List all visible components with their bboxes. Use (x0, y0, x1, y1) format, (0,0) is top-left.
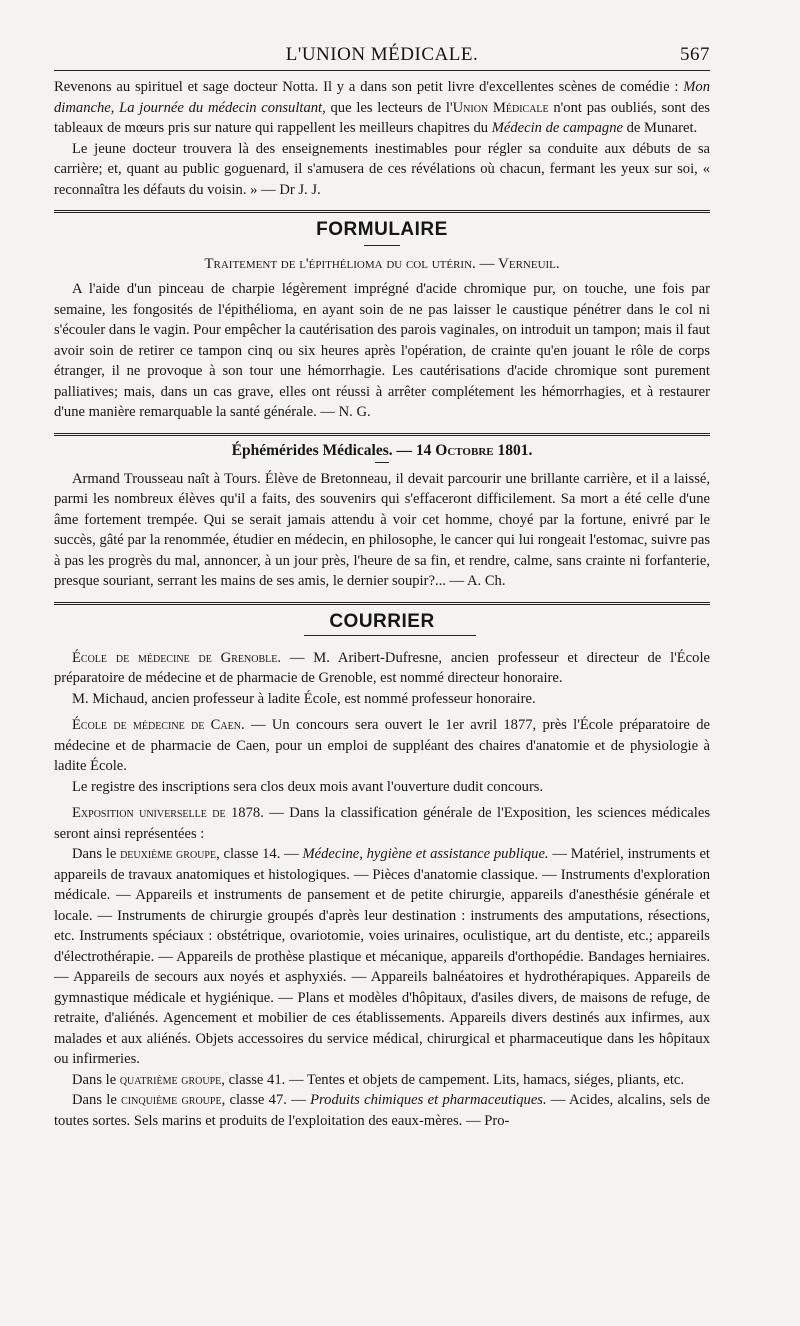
header-rule (54, 70, 710, 71)
section-divider (54, 602, 710, 605)
courrier-heading: COURRIER (329, 610, 435, 632)
section-divider (54, 433, 710, 436)
review-paragraph-1: Revenons au spirituel et sage docteur Notta. Il y a dans son petit livre d'excellentes scènes de comédie : Mon dimanche, La journée du médecin consultant, que les lecteurs de l'Union Médicale n'ont pas oubliés, sont des tableaux de mœurs pris sur nature qui rappellent les meilleurs chapitres du Médecin de campagne de Munaret. (54, 79, 710, 136)
formulaire-body: A l'aide d'un pinceau de charpie légèrement imprégné d'acide chromique pur, on touche, une fois par semaine, les fongosités de l'épithélioma, en ayant soin de ne pas laisser le caustique pénétrer dans le col ni s'écouler dans le vagin. Pour empêcher la cautérisation des parois vaginales, on introduit un tampon; mais il faut avoir soin de retirer ce tampon cinq ou six heures après l'opération, de crainte qu'en jouant le rôle de corps étranger, il ne provoque à son tour une hémorrhagie. Les cautérisations d'acide chromique sont purement palliatives; mais, dans un cas grave, elles ont réussi à arrêter complétement les hémorrhagies, et à restaurer d'une manière remarquable la santé générale. — N. G. (54, 281, 710, 420)
group-2-paragraph: Dans le deuxième groupe, classe 14. — Médecine, hygiène et assistance publique. — Matériel, instruments et appareils de travaux anatomiques et histologiques. — Pièces d'anatomie classique. — Instruments d'exploration médicale. — Appareils et instruments de pansement et de petite chirurgie, appareils d'anesthésie générale et locale. — Instruments de chirurgie groupés d'après leur destination : instruments des amputations, résections, etc. Instruments spéciaux : obstétrique, ovariotomie, voies urinaires, oculistique, art du dentiste, etc.; appareils d'électrothérapie. — Appareils de prothèse plastique et mécanique, appareils d'orthopédie. Bandages herniaires. — Appareils de secours aux noyés et asphyxiés. — Appareils balnéatoires et hydrothérapiques. Appareils de gymnastique médicale et hygiénique. — Plans et modèles d'hôpitaux, d'asiles divers, de maisons de refuge, de retraite, d'aliénés. Agencement et mobilier de ces établissements. Appareils divers destinés aux infirmes, aux malades et aux aliénés. Objets accessoires du service médical, chirurgical et pharmaceutique dans les hôpitaux ou infirmeries. (54, 846, 710, 1067)
group-4-paragraph: Dans le quatrième groupe, classe 41. — Tentes et objets de campement. Lits, hamacs, siéges, pliants, etc. (72, 1071, 685, 1088)
works-titles: Mon dimanche, La journée du médecin consultant, (54, 79, 710, 116)
journal-title: L'UNION MÉDICALE. (285, 44, 479, 65)
formulaire-heading: FORMULAIRE (316, 219, 448, 240)
review-paragraph-2: Le jeune docteur trouvera là des enseignements inestimables pour régler sa conduite aux débuts de sa carrière; et, quant au public goguenard, il s'amusera de ces révélations où chacun, fermant les yeux sur soi, « reconnaîtra les défauts du voisin. » — Dr J. J. (54, 140, 710, 198)
michaud-notice: M. Michaud, ancien professeur à ladite École, est nommé professeur honoraire. (72, 690, 536, 707)
caen-notice: École de médecine de Caen. — Un concours sera ouvert le 1er avril 1877, près l'École préparatoire de médecine et de pharmacie de Caen, pour un emploi de suppléant des chaires d'anatomie et de physiologie à ladite École. (54, 717, 711, 774)
exposition-notice: Exposition universelle de 1878. — Dans la classification générale de l'Exposition, les sciences médicales seront ainsi représentées : (54, 805, 710, 842)
ephemerides-body: Armand Trousseau naît à Tours. Élève de Bretonneau, il devait parcourir une brillante carrière, et il a laissé, parmi les nombreux élèves qu'il a faits, des souvenirs qui s'effaceront difficilement. Sa mort a été celle d'une âme fortement trempée. Qui se serait jamais attendu à voir cet homme, choyé par la fortune, enivré par le succès, gâté par la renommée, étudier en médecin, en philosophe, le cancer qui lui rongeait l'estomac, suivre pas à pas les progrès du mal, annoncer, à un jour près, l'heure de sa fin, et rendre, calme, sans crainte ni forfanterie, presque souriant, serrant les mains de ses amis, le dernier soupir?... — A. Ch. (54, 470, 710, 589)
grenoble-notice: École de médecine de Grenoble. — M. Aribert-Dufresne, ancien professeur et directeur de l'École préparatoire de médecine et de pharmacie de Grenoble, est nommé directeur honoraire. (54, 649, 710, 686)
heading-rule (375, 462, 389, 463)
heading-rule (364, 245, 400, 246)
running-header (54, 40, 710, 68)
group-5-paragraph: Dans le cinquième groupe, classe 47. — Produits chimiques et pharmaceutiques. — Acides, alcalins, sels de toutes sortes. Sels marins et produits de l'exploitation des eaux-mères. — Pro- (54, 1092, 710, 1129)
journal-name: Union Médicale (452, 99, 549, 116)
formulaire-subtitle: Traitement de l'épithélioma du col utérin. — Verneuil. (204, 256, 560, 272)
section-divider (54, 210, 710, 213)
registre-notice: Le registre des inscriptions sera clos deux mois avant l'ouverture dudit concours. (72, 778, 544, 795)
page-number: 567 (680, 44, 710, 65)
heading-rule (304, 635, 476, 636)
ephemerides-heading: Éphémérides Médicales. — 14 Octobre 1801. (231, 441, 533, 459)
book-title: Médecin de campagne (491, 120, 623, 136)
